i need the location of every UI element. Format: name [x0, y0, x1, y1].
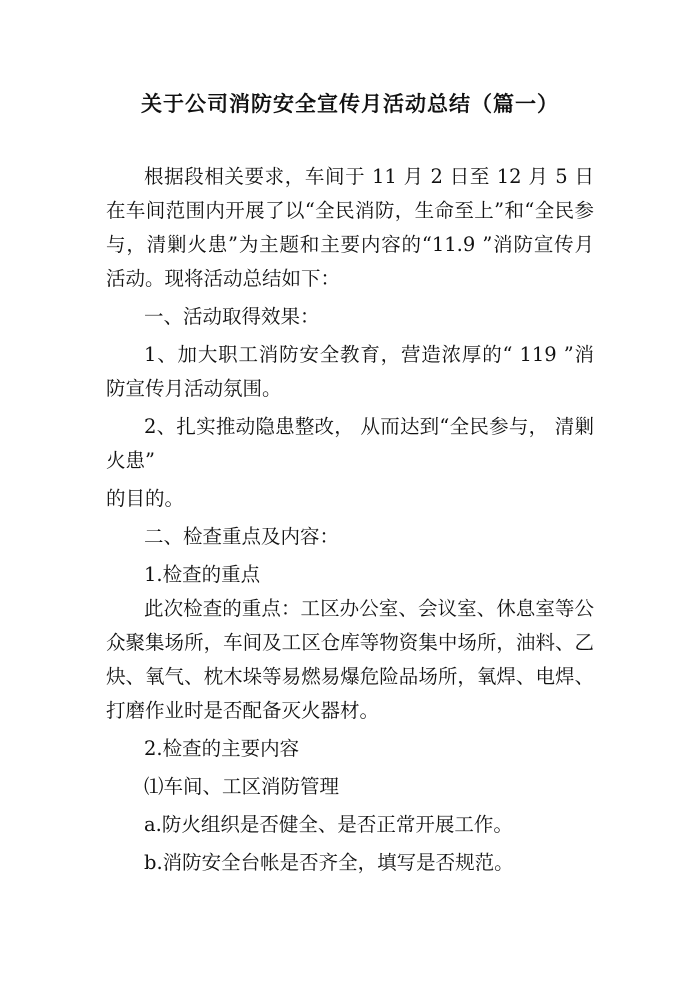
subheading-content: 2.检查的主要内容: [144, 737, 300, 760]
heading-inspection: 二、检查重点及内容：: [144, 525, 340, 548]
paragraph-intro: 根据段相关要求，车间于 11 月 2 日至 12 月 5 日在车间范围内开展了以“全民消防，生命至上”和“全民参与，清剿火患”为主题和主要内容的“11.9 ”消防宣传月活动。现将活动总结如下：: [106, 165, 594, 290]
list-item-management: ⑴车间、工区消防管理: [144, 775, 340, 798]
list-item-a: a.防火组织是否健全、是否正常开展工作。: [144, 813, 513, 836]
list-item-b: b.消防安全台帐是否齐全，填写是否规范。: [144, 851, 514, 874]
paragraph-result-2-tail: 的目的。: [106, 487, 185, 510]
subheading-focus: 1.检查的重点: [144, 563, 261, 586]
paragraph-result-1: 1、加大职工消防安全教育，营造浓厚的“ 119 ”消 防宣传月活动氛围。: [106, 343, 594, 400]
paragraph-focus: 此次检查的重点：工区办公室、会议室、休息室等公众聚集场所，车间及工区仓库等物资集中场所，油料、乙炔、氧气、枕木垛等易燃易爆危险品场所，氧焊、电焊、打磨作业时是否配备灭火器材。: [106, 597, 594, 722]
document-body: [106, 160, 594, 880]
heading-results: 一、活动取得效果：: [144, 305, 320, 328]
paragraph-result-2: 2、扎实推动隐患整改， 从而达到“全民参与， 清剿火患”: [106, 415, 594, 472]
document-title: 关于公司消防安全宣传月活动总结（篇一）: [141, 92, 559, 116]
